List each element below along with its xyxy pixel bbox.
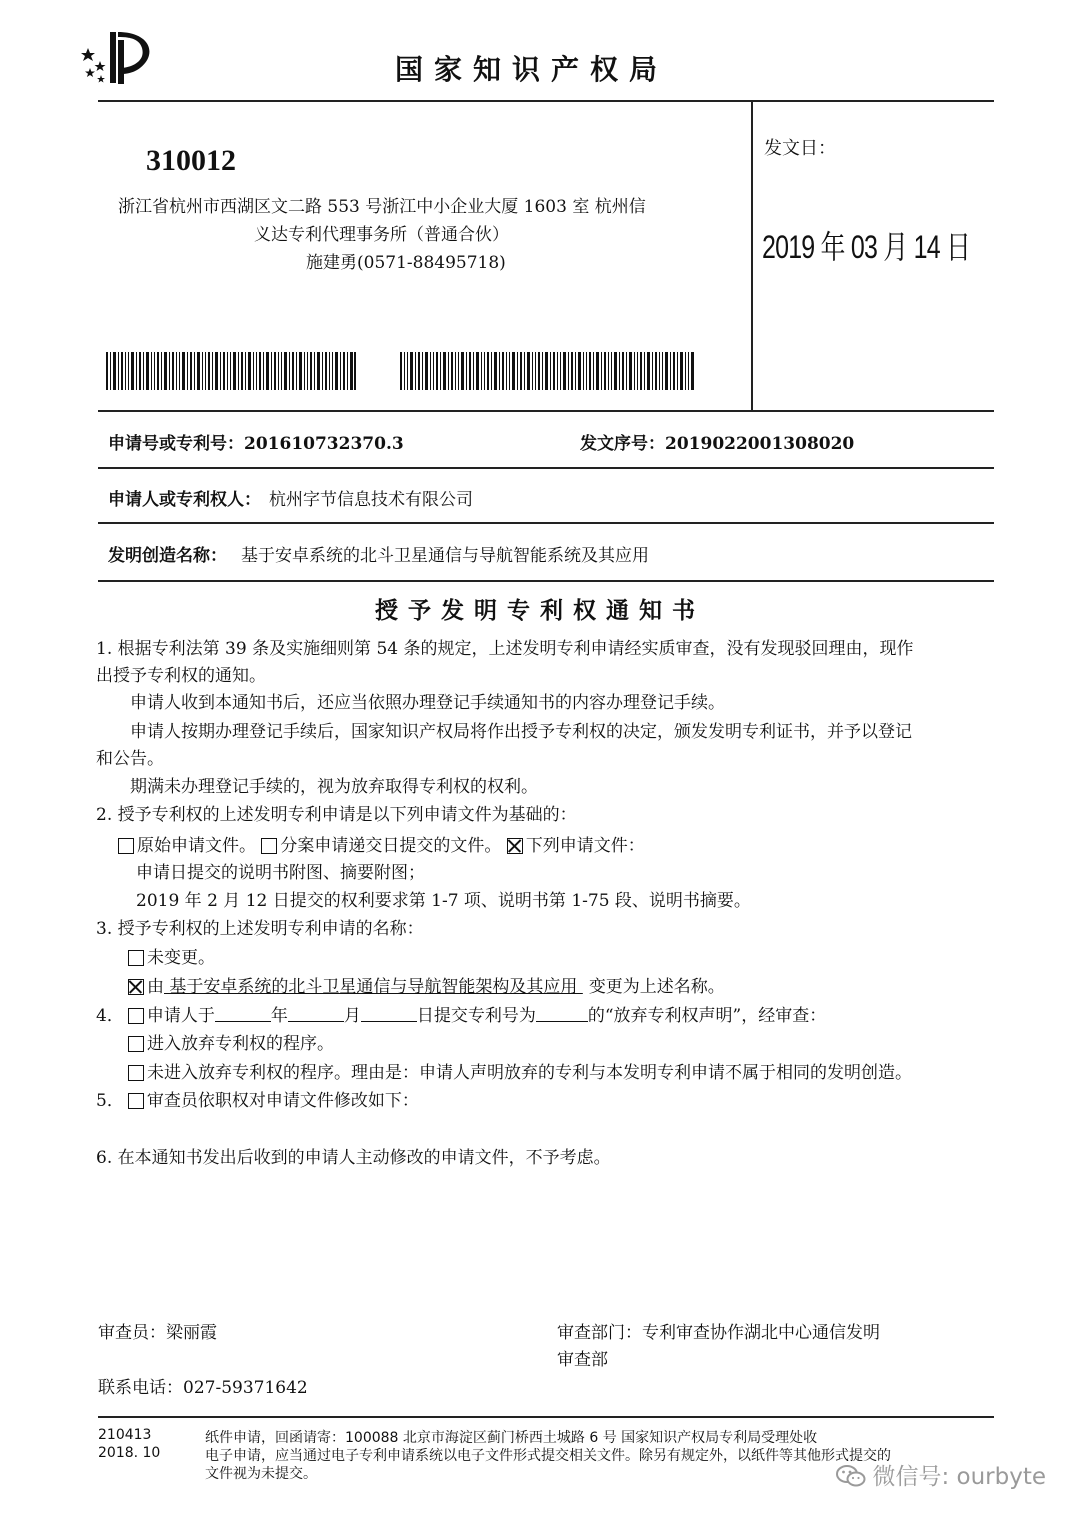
- invention-title: [108, 541, 649, 566]
- invention-label: 发明创造名称：: [108, 546, 227, 566]
- blank-patent-no: [536, 1007, 588, 1022]
- applicant-label: 申请人或专利权人：: [108, 490, 261, 510]
- section-3-option-2: [128, 972, 725, 997]
- dispatch-serial: [580, 429, 854, 454]
- postcode: 310012: [146, 144, 236, 177]
- section-4-option-1: [128, 1029, 334, 1054]
- section-4-line: [96, 1001, 826, 1026]
- section-4-text-b: 年: [270, 1006, 288, 1026]
- option-enter-waiver: 进入放弃专利权的程序。: [147, 1034, 334, 1054]
- section-1-para-3-line-1: 申请人按期办理登记手续后，国家知识产权局将作出授予专利权的决定，颁发发明专利证书，并予以登记: [130, 722, 912, 742]
- section-5-line: [96, 1086, 419, 1111]
- agency-title: 国家知识产权局: [395, 53, 669, 86]
- notice-title: 授予发明专利权通知书: [375, 598, 705, 624]
- footer-rule: [98, 1416, 994, 1418]
- section-5-text: 审查员依职权对申请文件修改如下：: [146, 1091, 419, 1111]
- dispatch-serial-value: 2019022001308020: [665, 434, 855, 454]
- fields-rule-4: [98, 580, 994, 582]
- dispatch-date: 2019 年 03 月 14 日: [762, 229, 971, 265]
- examiner-name: 梁丽霞: [166, 1323, 217, 1343]
- section-6-line: 6. 在本通知书发出后收到的申请人主动修改的申请文件，不予考虑。: [96, 1148, 611, 1168]
- section-4-text-a: 申请人于: [146, 1006, 215, 1026]
- section-3-option-1: [128, 943, 215, 968]
- fields-rule-3: [98, 522, 994, 524]
- checkbox-not-enter-waiver: [128, 1065, 144, 1081]
- option-title-changed-suffix: 变更为上述名称。: [588, 977, 725, 997]
- checkbox-following-documents: [507, 838, 523, 854]
- dispatch-serial-label: 发文序号：: [580, 434, 665, 454]
- section-1-line-2: 出授予专利权的通知。: [96, 666, 266, 686]
- footer-line-1: 纸件申请，回函请寄：100088 北京市海淀区蓟门桥西土城路 6 号 国家知识产权局专利局受理处收: [205, 1430, 818, 1446]
- department-name-line-2: 审查部: [557, 1350, 608, 1370]
- section-1-line-1: 1. 根据专利法第 39 条及实施细则第 54 条的规定，上述发明专利申请经实质审查，没有发现驳回理由，现作: [96, 639, 914, 659]
- blank-month: [288, 1007, 344, 1022]
- examiner: [98, 1318, 217, 1343]
- department-name-line-1: 专利审查协作湖北中心通信发明: [642, 1323, 880, 1343]
- option-title-unchanged: 未变更。: [147, 948, 215, 968]
- fields-rule-2: [98, 467, 994, 469]
- barcode-right: [400, 352, 695, 390]
- checkbox-waiver: [128, 1008, 144, 1024]
- section-4-number: 4．: [96, 1006, 124, 1026]
- application-number-value: 201610732370.3: [244, 434, 404, 454]
- wechat-icon: [836, 1464, 866, 1494]
- header-divider: [751, 100, 753, 411]
- checkbox-title-changed: [128, 979, 144, 995]
- blank-day: [361, 1007, 417, 1022]
- header-rule: [98, 100, 994, 102]
- section-4-option-2: [128, 1058, 912, 1083]
- application-number-label: 申请号或专利号：: [108, 434, 244, 454]
- address-line-2: 义达专利代理事务所（普通合伙）: [254, 225, 509, 245]
- section-2-heading: 2. 授予专利权的上述发明专利申请是以下列申请文件为基础的：: [96, 805, 577, 825]
- contact-person: 施建勇(0571-88495718): [306, 253, 506, 273]
- phone-value: 027-59371642: [183, 1378, 308, 1398]
- option-original-documents: 原始申请文件。: [137, 836, 256, 856]
- blank-year: [215, 1007, 271, 1022]
- section-1-para-3-line-2: 和公告。: [96, 749, 164, 769]
- checkbox-title-unchanged: [128, 950, 144, 966]
- dispatch-date-label: 发文日：: [764, 138, 836, 159]
- checkbox-examiner-amendment: [128, 1093, 144, 1109]
- footer-line-2: 电子申请，应当通过电子专利申请系统以电子文件形式提交相关文件。除另有规定外，以纸件等其他形式提交的: [205, 1448, 891, 1464]
- applicant-value: 杭州字节信息技术有限公司: [269, 490, 473, 510]
- option-following-documents: 下列申请文件：: [525, 836, 645, 856]
- phone-label: 联系电话：: [98, 1378, 183, 1398]
- section-1-para-4: 期满未办理登记手续的，视为放弃取得专利权的权利。: [130, 777, 538, 797]
- cnipa-logo: [80, 28, 160, 88]
- section-2-detail-2: 2019 年 2 月 12 日提交的权利要求第 1-7 项、说明书第 1-75 段、说明书摘要。: [136, 891, 751, 911]
- barcode-left: [106, 352, 356, 390]
- department: [557, 1318, 880, 1343]
- section-2-detail-1: 申请日提交的说明书附图、摘要附图；: [136, 863, 425, 883]
- option-divisional-documents: 分案申请递交日提交的文件。: [280, 836, 502, 856]
- watermark-text: 微信号: ourbyte: [872, 1464, 1046, 1490]
- contact-phone: [98, 1373, 308, 1398]
- option-not-enter-waiver: 未进入放弃专利权的程序。理由是：申请人声明放弃的专利与本发明专利申请不属于相同的发明创造。: [147, 1063, 912, 1083]
- checkbox-original-documents: [118, 838, 134, 854]
- form-version: 2018. 10: [98, 1445, 161, 1461]
- wechat-watermark: [836, 1458, 1046, 1494]
- original-title: 基于安卓系统的北斗卫星通信与导航智能架构及其应用: [164, 977, 583, 997]
- address-line-1: 浙江省杭州市西湖区文二路 553 号浙江中小企业大厦 1603 室 杭州信: [118, 197, 646, 217]
- section-4-text-c: 月: [343, 1006, 361, 1026]
- application-number: [108, 429, 404, 454]
- form-code: 210413: [98, 1427, 152, 1443]
- section-4-text-d: 日提交专利号为: [416, 1006, 536, 1026]
- checkbox-divisional-documents: [261, 838, 277, 854]
- checkbox-enter-waiver: [128, 1036, 144, 1052]
- invention-value: 基于安卓系统的北斗卫星通信与导航智能系统及其应用: [241, 546, 649, 566]
- section-2-options: [118, 831, 645, 856]
- fields-rule-1: [98, 410, 994, 412]
- section-4-text-e: 的“放弃专利权声明”，经审查：: [587, 1006, 827, 1026]
- department-label: 审查部门：: [557, 1323, 642, 1343]
- section-1-para-2: 申请人收到本通知书后，还应当依照办理登记手续通知书的内容办理登记手续。: [130, 693, 725, 713]
- applicant: [108, 485, 473, 510]
- examiner-label: 审查员：: [98, 1323, 166, 1343]
- section-3-heading: 3. 授予专利权的上述发明专利申请的名称：: [96, 919, 424, 939]
- footer-line-3: 文件视为未提交。: [205, 1466, 317, 1482]
- section-5-number: 5．: [96, 1091, 124, 1111]
- option-title-changed-prefix: 由: [147, 977, 164, 997]
